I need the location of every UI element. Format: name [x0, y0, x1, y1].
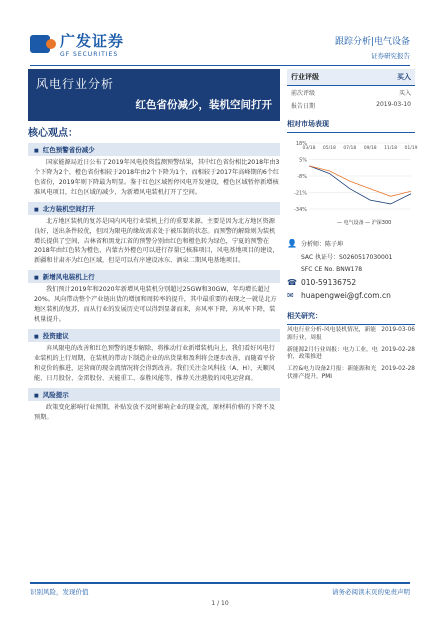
section-heading: ■ 新增风电装机上行 [28, 270, 280, 283]
section-paragraph: 弃风限电的改善和红色预警的逐步解除，将推动行业新增装机向上，我们看好风电行业装机的上行周期，在装机的带动下制造企业的出货量和盈利将会逐步改善，而随着平价和竞价的推进，运营商的现金流情况将会得到改善。我们关注金风科技（A、H）、天顺风能、日月股份、金雷股份、天能重工、泰胜风能等，推荐关注港股的风电运营商。 [34, 344, 276, 382]
company-logo [30, 30, 124, 58]
section-paragraph: 我们预计2019年和2020年新增风电装机分别超过25GW和30GW，年均增长超过20%。风向带动整个产业链出货的增加和周转率的提升，其中最重要的表现之一就是北方地区装机的复苏，而从行业的发展历史可以得到显著而来，弃风率下降，弃风率下降，装机量提升。 [34, 286, 277, 324]
chart-legend: — 电气设备 — 沪深300 [337, 220, 392, 226]
title-banner [28, 69, 280, 121]
analyst-phone: 010-59136752 [301, 278, 357, 287]
report-subtitle: 红色省份减少，装机空间打开 [135, 99, 272, 111]
rating-label: 行业评级 [291, 73, 319, 81]
email-icon: ✉ [287, 291, 294, 300]
related-item[interactable] [287, 364, 415, 384]
analyst-email[interactable]: huapengwei@gf.com.cn [301, 291, 391, 300]
report-date-value: 2019-03-10 [376, 101, 411, 108]
related-research [287, 308, 415, 384]
section-paragraph: 国家能源局近日公布了2019年风电投资监测预警结果，其中红色省份相比2018年由3个下降为2个，橙色省份相较于2018年由2个下降为1个，而相较于2017年高峰期的6个红色省份，2019年则下降最为明显。鉴于红色区域暂停风电开发建设，橙色区域暂停新增核准风电项目，红色区域的减少，为新增风电装机打开了空间。 [34, 159, 280, 196]
analyst-name-row [287, 237, 415, 250]
y-tick-label: -34% [294, 207, 307, 213]
related-title: 工控&电力设备2月报：新能源和光伏排产提升，PMI [287, 366, 377, 381]
person-icon: 👤 [287, 239, 297, 248]
phone-row [287, 276, 415, 289]
header-divider [30, 65, 410, 66]
x-tick-label: 09/18 [363, 146, 377, 151]
prev-rating-label: 前次评级 [291, 90, 316, 97]
logo-cn-text: 广发证券 [60, 32, 125, 50]
related-date: 2019-03-06 [381, 327, 415, 333]
relative-performance-chart [287, 137, 418, 227]
related-date: 2019-02-28 [381, 346, 415, 353]
x-tick-label: 01/19 [404, 146, 418, 151]
report-date-row [287, 99, 415, 112]
related-item[interactable] [287, 325, 415, 345]
market-heading: 相对市场表现 [287, 116, 415, 133]
y-tick-label: -21% [294, 190, 307, 197]
sidebar [287, 69, 418, 384]
key-points-title: 核心观点： [28, 128, 78, 139]
report-title: 风电行业分析 [36, 77, 115, 91]
rating-value: 买入 [397, 73, 411, 81]
sac-row [287, 250, 415, 263]
logo-en-text: GF SECURITIES [60, 51, 119, 58]
x-tick-label: 05/18 [322, 146, 336, 151]
analyst-sac: SAC 执证号：S0260517030001 [301, 254, 393, 261]
y-tick-label: 18% [295, 141, 307, 147]
page-footer [30, 582, 410, 596]
section-paragraph: 北方地区装机的复苏是国内风电行业装机上行的重要来源。主要是因为北方地区资源良好，送出条件较优，但因为限电的缘故需求处于被压制的状态。而预警的解除则为装机增长提供了空间，吉林省和黑龙江省的预警分别由红色和橙色转为绿色，宁夏的预警在2018年由红色转为橙色，内蒙古外橙色可以进行存量已核准项目，风电基地项目的建设，新疆和甘肃亦为红色区域，但是可以有序建设冰东、酒泉二期风电基地项目。 [34, 217, 279, 265]
analyst-name: 分析师：陈子坤 [301, 241, 344, 248]
analyst-info [287, 237, 415, 302]
related-title: 新能源2月行业周报：电力工业，电价，政策推进 [287, 346, 378, 361]
series-line-1 [309, 166, 411, 196]
x-tick-label: 07/18 [343, 146, 357, 151]
analyst-sfc: SFC CE No. BNW178 [301, 266, 363, 273]
section-paragraph: 政策变化影响行业预期，补贴发放不及时影响企业的现金流，原材料价格的下降不及预期。 [34, 403, 275, 421]
main-content [28, 124, 280, 423]
gf-logo-icon [30, 35, 50, 53]
report-header [0, 0, 440, 66]
sfc-row [287, 263, 415, 276]
footer-slogan: 识别风险，发现价值 [30, 588, 89, 596]
related-title: 风电行业分析-风电装机情况，新能源行业，周报 [287, 327, 377, 341]
related-heading: 相关研究： [287, 308, 415, 325]
x-tick-label: 11/18 [384, 146, 398, 151]
report-category: 跟踪分析|电气设备 [334, 37, 410, 47]
section-heading: ■ 红色预警省份减少 [28, 143, 280, 156]
section-heading: ■ 北方装机空间打开 [28, 202, 280, 215]
section-heading: ■ 投资建议 [28, 329, 280, 342]
prev-rating-row [287, 86, 415, 99]
report-type: 证券研究报告 [371, 52, 410, 60]
x-tick-label: 03/18 [302, 146, 316, 151]
email-row [287, 289, 415, 302]
related-date: 2019-02-28 [381, 366, 415, 373]
footer-disclaimer[interactable]: 请务必阅读末页的免责声明 [332, 588, 410, 596]
page-number: 1 / 10 [211, 600, 229, 607]
phone-icon: ☎ [287, 278, 297, 287]
report-date-label: 报告日期 [291, 103, 316, 110]
rating-heading [287, 69, 415, 86]
y-tick-label: -8% [297, 174, 307, 180]
y-tick-label: 5% [299, 157, 307, 164]
prev-rating-value: 买入 [398, 90, 411, 97]
section-heading: ■ 风险提示 [28, 388, 280, 401]
related-item[interactable] [287, 345, 415, 365]
